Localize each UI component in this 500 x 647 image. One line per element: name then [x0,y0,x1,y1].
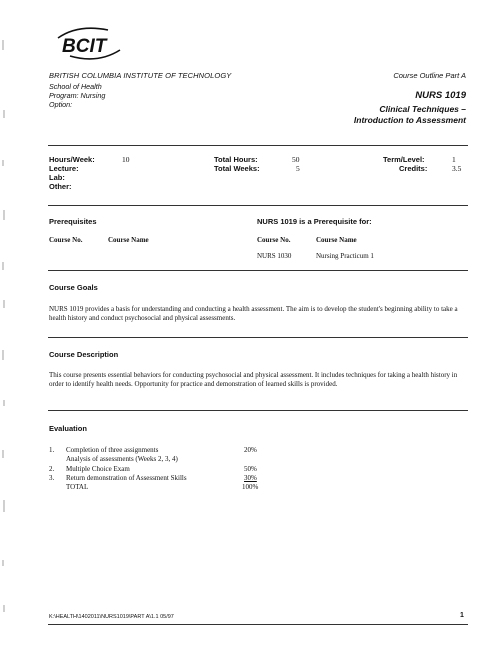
eval-item-text: Multiple Choice Exam [66,465,130,473]
total-weeks-value: 5 [296,164,300,173]
divider [48,145,468,146]
eval-item-pct: 20% [244,446,257,454]
course-description-title: Course Description [49,350,119,359]
divider [48,270,468,271]
eval-item-pct: 50% [244,465,257,473]
scan-edge-marks [2,0,6,647]
course-title-line2: Introduction to Assessment [353,115,466,125]
divider [48,337,468,338]
hours-week-label: Hours/Week: [49,155,95,164]
institute-name: BRITISH COLUMBIA INSTITUTE OF TECHNOLOGY [49,71,232,80]
lecture-label: Lecture: [49,164,79,173]
prereq-for-col-course-name: Course Name [316,236,357,244]
divider [48,410,468,411]
term-level-label: Term/Level: [383,155,425,164]
eval-item-text: Analysis of assessments (Weeks 2, 3, 4) [66,455,178,463]
eval-item-text: Completion of three assignments [66,446,159,454]
page-number: 1 [460,612,464,619]
header-right [354,71,466,126]
credits-label: Credits: [399,164,428,173]
eval-total-pct: 100% [242,483,259,491]
footer-path: K:\HEALTH\1402011\NURS1019\PART A\1.1 05/97 [49,614,174,620]
school-name: School of Health [49,82,102,91]
prereq-for-row-no: NURS 1030 [257,252,292,260]
header-left [49,71,231,109]
footer-divider [48,624,468,625]
total-hours-label: Total Hours: [214,155,258,164]
logo-text: BCIT [62,36,107,57]
course-goals-title: Course Goals [49,283,98,292]
outline-label: Course Outline Part A [393,71,466,80]
prereq-for-title: NURS 1019 is a Prerequisite for: [257,217,372,226]
total-hours-value: 50 [292,155,300,164]
eval-total-label: TOTAL [66,483,89,491]
eval-item-num: 2. [49,465,55,473]
prereq-col-course-no: Course No. [49,236,83,244]
bcit-logo [48,20,128,70]
eval-item-pct: 30% [244,474,257,482]
prereq-for-row-name: Nursing Practicum 1 [316,252,374,260]
other-label: Other: [49,182,72,191]
prereq-col-course-name: Course Name [108,236,149,244]
course-description-text: This course presents essential behaviors for conducting psychosocial and physical assessment. It includes techniques for taking a health history in order to identify health needs. Opportunity for practice and demonstration of learned skills is provided. [49,371,458,388]
eval-item-text: Return demonstration of Assessment Skills [66,474,187,482]
hours-week-value: 10 [122,155,130,164]
credits-value: 3.5 [452,164,462,173]
course-title-line1: Clinical Techniques – [379,104,466,114]
evaluation-title: Evaluation [49,424,87,433]
program-name: Program: Nursing [49,91,106,100]
total-weeks-label: Total Weeks: [214,164,260,173]
option-label: Option: [49,100,73,109]
course-goals-text: NURS 1019 provides a basis for understanding and conducting a health assessment. The aim is to develop the student's beginning ability to take a health history and conduct psychosocial and physical assessments. [49,305,458,322]
term-level-value: 1 [452,155,456,164]
lab-label: Lab: [49,173,65,182]
eval-item-num: 1. [49,446,55,454]
divider [48,205,468,206]
eval-item-num: 3. [49,474,55,482]
prerequisites-title: Prerequisites [49,217,97,226]
prereq-for-col-course-no: Course No. [257,236,291,244]
course-code: NURS 1019 [415,90,466,101]
